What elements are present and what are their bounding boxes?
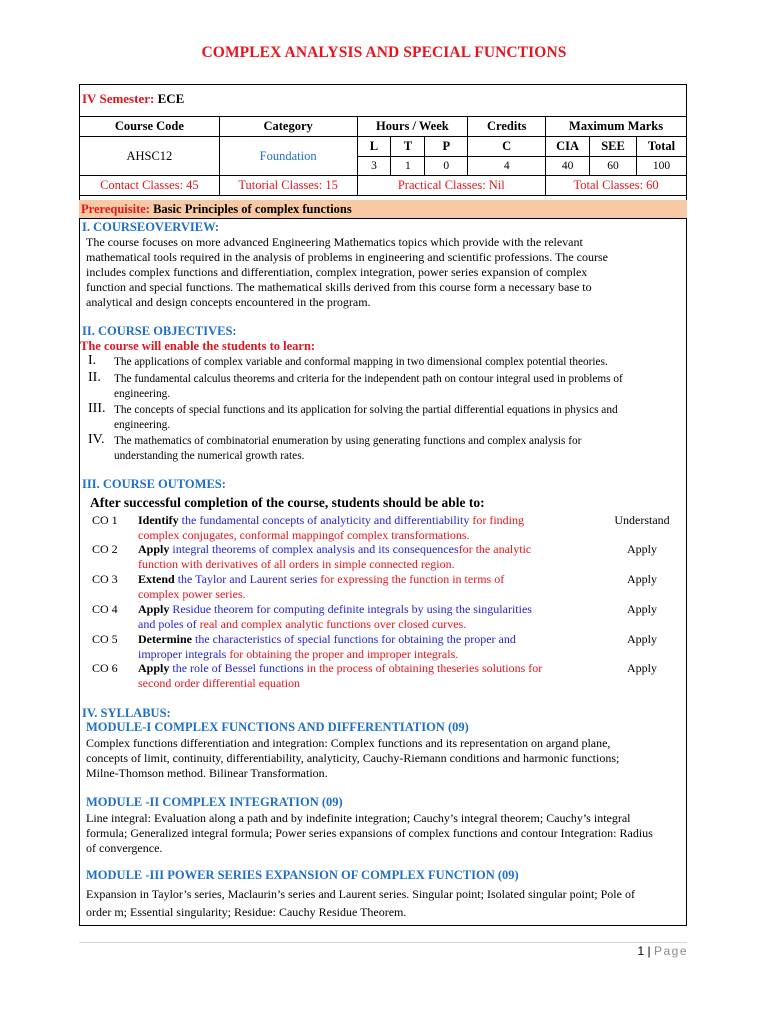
value-total: 100 [637, 157, 687, 176]
total-classes: Total Classes: 60 [546, 176, 687, 196]
module-2-title: MODULE -II COMPLEX INTEGRATION (09) [86, 795, 343, 809]
co-id: CO 3 [92, 572, 118, 586]
semester-label: IV Semester: [82, 91, 155, 106]
co-continuation [138, 647, 586, 662]
course-code-value: AHSC12 [80, 137, 220, 176]
objectives-heading: II. COURSE OBJECTIVES: [82, 324, 237, 338]
semester-value: ECE [157, 91, 185, 106]
value-p: 0 [425, 157, 468, 176]
module-line: order m; Essential singularity; Residue: Cauchy Residue Theorem. [86, 905, 407, 919]
objective-number: IV. [88, 432, 105, 447]
co-level: Apply [627, 572, 657, 586]
co-verb: Determine [138, 632, 192, 646]
co-text [138, 513, 586, 543]
co-text [138, 632, 586, 662]
overview-heading: I. COURSEOVERVIEW: [82, 220, 220, 234]
co-purpose: for the analytic [458, 542, 532, 556]
co-continuation: second order differential equation [138, 676, 301, 690]
objective-text: The applications of complex variable and conformal mapping in two dimensional complex potential theories. [114, 356, 608, 368]
value-c: 4 [468, 157, 546, 176]
co-id: CO 5 [92, 632, 118, 646]
module-3-text [86, 885, 681, 921]
co-topic: integral theorems of complex analysis and its consequences [169, 542, 459, 556]
page-separator: | [647, 944, 651, 958]
module-line: of convergence. [86, 841, 163, 855]
header-course-code: Course Code [80, 117, 220, 137]
page-footer [600, 944, 688, 958]
subheader-total: Total [637, 137, 687, 157]
subheader-l: L [357, 137, 391, 157]
co-verb: Apply [138, 661, 170, 675]
co-topic: Residue theorem for computing definite integrals by using the singularities [169, 602, 532, 616]
course-info-table [79, 116, 687, 196]
co-purpose: for expressing the function in terms of [317, 572, 505, 586]
co-topic: the fundamental concepts of analyticity and differentiability [178, 513, 470, 527]
objective-number: III. [88, 401, 106, 416]
header-hours-week: Hours / Week [357, 117, 468, 137]
footer-divider [79, 942, 687, 943]
objective-line: engineering. [114, 388, 171, 400]
co-id: CO 2 [92, 542, 118, 556]
subheader-see: SEE [590, 137, 637, 157]
module-line: concepts of limit, continuity, differentiability, analyticity, Cauchy-Riemann conditions and harmonic functions; [86, 751, 620, 765]
objective-line: The fundamental calculus theorems and criteria for the independent path on contour integral used in problems of [114, 373, 623, 385]
overview-line: includes complex functions and differentiation, complex integration, power series expansion of complex [86, 265, 588, 279]
value-l: 3 [357, 157, 391, 176]
header-max-marks: Maximum Marks [546, 117, 687, 137]
prerequisite-bar [79, 200, 687, 219]
co-topic-cont: improper integrals [138, 647, 227, 661]
page-label: Page [653, 944, 688, 958]
overview-line: The course focuses on more advanced Engineering Mathematics topics which provide with the relevant [86, 235, 583, 249]
co-topic: the Taylor and Laurent series [174, 572, 318, 586]
overview-line: analytical and design concepts encountered in the program. [86, 295, 371, 309]
objective-line: The mathematics of combinatorial enumeration by using generating functions and complex analysis for [114, 435, 582, 447]
objective-text [114, 372, 680, 402]
value-see: 60 [590, 157, 637, 176]
co-level: Apply [627, 542, 657, 556]
co-text [138, 661, 586, 691]
objective-line: The concepts of special functions and its application for solving the partial differential equations in physics and [114, 404, 618, 416]
co-level: Apply [627, 632, 657, 646]
syllabus-heading: IV. SYLLABUS: [82, 706, 171, 720]
value-cia: 40 [546, 157, 590, 176]
subheader-p: P [425, 137, 468, 157]
overview-line: function and special functions. The mathematical skills derived from this course form a necessary base to [86, 280, 592, 294]
header-credits: Credits [468, 117, 546, 137]
co-continuation: complex power series. [138, 587, 246, 601]
outcomes-heading: III. COURSE OUTOMES: [82, 477, 226, 491]
objective-text [114, 403, 680, 433]
subheader-cia: CIA [546, 137, 590, 157]
co-continuation: complex conjugates, conformal mappingof complex transformations. [138, 528, 470, 542]
co-level: Understand [614, 513, 670, 527]
module-line: Line integral: Evaluation along a path and by indefinite integration; Cauchy’s integral theorem; Cauchy’s integral [86, 811, 631, 825]
module-2-text [86, 811, 681, 856]
subheader-c: C [468, 137, 546, 157]
co-topic: the characteristics of special functions for obtaining the proper and [191, 632, 516, 646]
header-category: Category [219, 117, 357, 137]
objective-text [114, 434, 680, 464]
module-line: formula; Generalized integral formula; Power series expansions of complex functions and contour Integration: Radius [86, 826, 653, 840]
objective-line: engineering. [114, 419, 171, 431]
co-id: CO 1 [92, 513, 118, 527]
contact-classes: Contact Classes: 45 [80, 176, 220, 196]
co-text [138, 602, 586, 632]
co-text [138, 542, 586, 572]
module-1-text [86, 736, 681, 781]
objective-line: understanding the numerical growth rates. [114, 450, 305, 462]
practical-classes: Practical Classes: Nil [357, 176, 546, 196]
co-purpose: in the process of obtaining theseries solutions for [303, 661, 543, 675]
module-1-title: MODULE-I COMPLEX FUNCTIONS AND DIFFERENTIATION (09) [86, 720, 469, 734]
objective-number: II. [88, 370, 101, 385]
co-level: Apply [627, 661, 657, 675]
co-topic: the role of Bessel functions [169, 661, 304, 675]
overview-line: mathematical tools required in the analysis of problems in engineering and scientific professions. The course [86, 250, 608, 264]
module-line: Milne-Thomson method. Bilinear Transformation. [86, 766, 328, 780]
objectives-intro: The course will enable the students to learn: [80, 339, 316, 353]
prerequisite-value: Basic Principles of complex functions [153, 202, 352, 216]
co-continuation [138, 617, 586, 632]
co-verb: Apply [138, 542, 170, 556]
co-id: CO 6 [92, 661, 118, 675]
co-id: CO 4 [92, 602, 118, 616]
semester-line [82, 91, 184, 107]
co-text [138, 572, 586, 602]
co-purpose: real and complex analytic functions over closed curves. [196, 617, 467, 631]
co-verb: Identify [138, 513, 179, 527]
co-continuation: function with derivatives of all orders in simple connected region. [138, 557, 455, 571]
module-3-title: MODULE -III POWER SERIES EXPANSION OF COMPLEX FUNCTION (09) [86, 868, 519, 882]
subheader-t: T [391, 137, 425, 157]
co-verb: Apply [138, 602, 170, 616]
objective-number: I. [88, 353, 97, 368]
prerequisite-label: Prerequisite: [81, 202, 150, 216]
tutorial-classes: Tutorial Classes: 15 [219, 176, 357, 196]
co-purpose: for obtaining the proper and improper integrals. [226, 647, 459, 661]
outcomes-intro: After successful completion of the course, students should be able to: [90, 495, 485, 510]
co-verb: Extend [138, 572, 175, 586]
module-line: Complex functions differentiation and integration: Complex functions and its representation on argand plane, [86, 736, 611, 750]
overview-paragraph [86, 235, 681, 310]
page-number: 1 [637, 944, 645, 958]
co-level: Apply [627, 602, 657, 616]
value-t: 1 [391, 157, 425, 176]
document-title: COMPLEX ANALYSIS AND SPECIAL FUNCTIONS [201, 44, 567, 61]
category-value: Foundation [219, 137, 357, 176]
module-line: Expansion in Taylor’s series, Maclaurin’s series and Laurent series. Singular point; Isolated singular point; Pole of [86, 887, 635, 901]
co-purpose: for finding [469, 513, 525, 527]
co-topic-cont: and poles of [138, 617, 197, 631]
